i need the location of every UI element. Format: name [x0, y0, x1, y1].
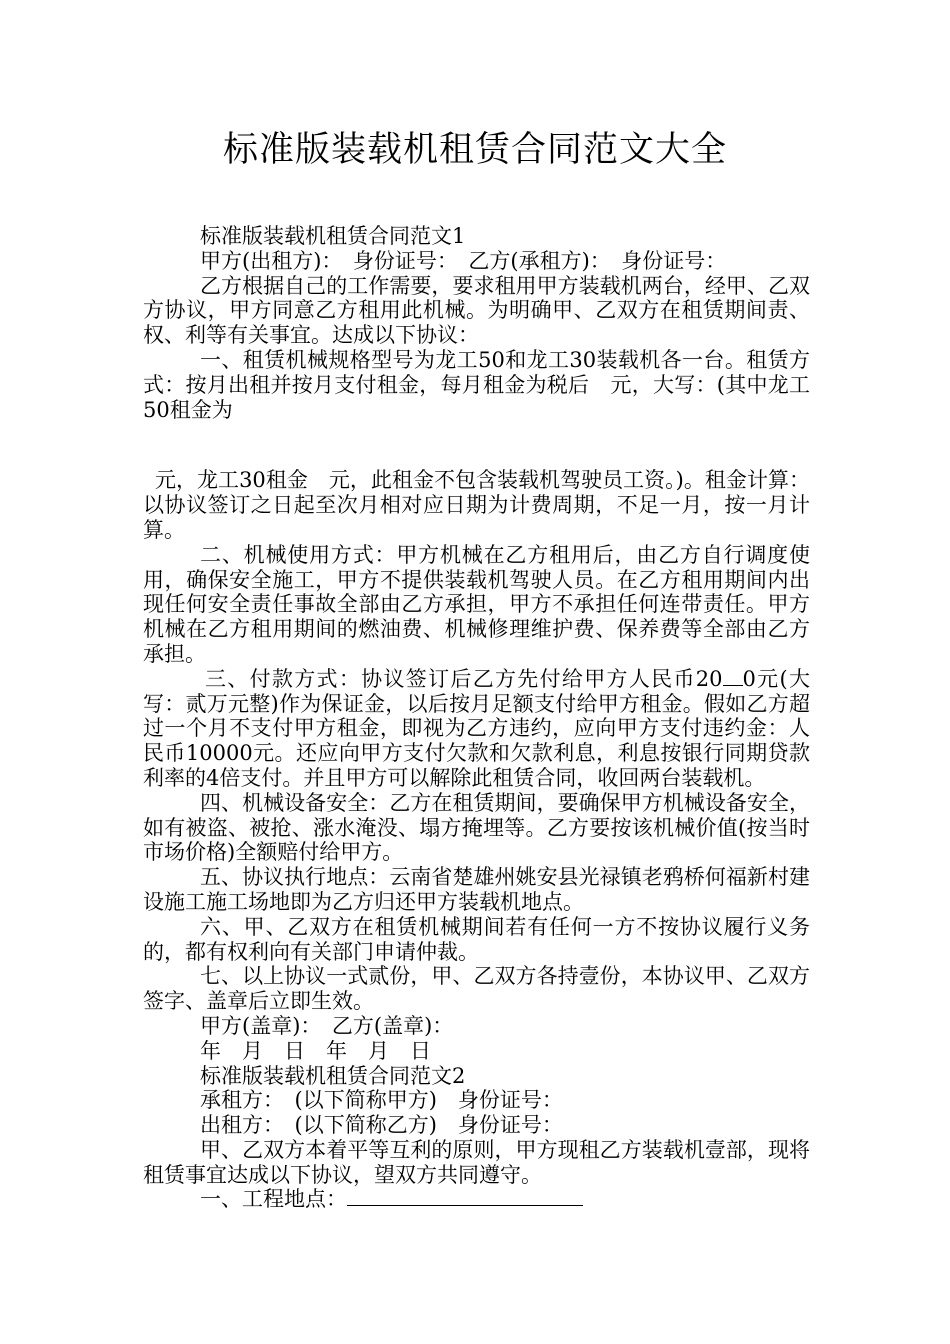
section-heading-1: 标准版装载机租赁合同范文1 [200, 224, 466, 248]
paragraph-clause-1: 一、租赁机械规格型号为龙工50和龙工30装载机各一台。租赁方式：按月出租并按月支付租金，每月租金为税后 元，大写：(其中龙工50租金为 [143, 347, 810, 422]
document-title: 标准版装载机租赁合同范文大全 [222, 130, 727, 170]
clause-3-text-a: 三、付款方式：协议签订后乙方先付给甲方人民币20 [205, 666, 723, 691]
paragraph-clause-6: 六、甲、乙双方在租赁机械期间若有任何一方不按协议履行义务的，都有权利向有关部门申请仲裁。 [143, 914, 810, 964]
paragraph-clause-7: 七、以上协议一式贰份，甲、乙双方各持壹份，本协议甲、乙双方签字、盖章后立即生效。 [143, 964, 810, 1014]
paragraph-lessee: 承租方： (以下简称甲方) 身份证号： [200, 1088, 563, 1113]
paragraph-site [143, 1187, 810, 1212]
paragraph-clause-3 [143, 667, 810, 791]
section-heading-2: 标准版装载机租赁合同范文2 [200, 1063, 466, 1088]
site-label: 一、工程地点： [200, 1187, 347, 1212]
paragraph-clause-4: 四、机械设备安全：乙方在租赁期间，要确保甲方机械设备安全，如有被盗、被抢、涨水淹没、塌方掩埋等。乙方要按该机械价值(按当时市场价格)全额赔付给甲方。 [143, 790, 810, 865]
clause-3-text-b: 0元(大写：贰万元整)作为保证金，以后按月足额支付给甲方租金。假如乙方超过一个月不支付甲方租金，即视为乙方违约，应向甲方支付违约金：人民币10000元。还应向甲方支付欠款和欠款利息，利息按银行同期贷款利率的4倍支付。并且甲方可以解除此租赁合同，收回两台装载机。 [143, 666, 810, 790]
paragraph-lessor: 出租方： (以下简称乙方) 身份证号： [200, 1113, 563, 1138]
document-body [143, 224, 810, 1212]
paragraph-clause-2: 二、机械使用方式：甲方机械在乙方租用后，由乙方自行调度使用，确保安全施工，甲方不提供装载机驾驶人员。在乙方租用期间内出现任何安全责任事故全部由乙方承担，甲方不承担任何连带责任。甲方机械在乙方租用期间的燃油费、机械修理维护费、保养费等全部由乙方承担。 [143, 542, 810, 666]
paragraph-gap [143, 422, 810, 468]
paragraph-clause-1-cont: 元，龙工30租金 元，此租金不包含装载机驾驶员工资。)。租金计算：以协议签订之日起至次月相对应日期为计费周期，不足一月，按一月计算。 [143, 468, 810, 542]
paragraph-intro: 乙方根据自己的工作需要，要求租用甲方装载机两台，经甲、乙双方协议，甲方同意乙方租用此机械。为明确甲、乙双方在租赁期间责、权、利等有关事宜。达成以下协议： [143, 273, 810, 348]
site-blank [347, 1187, 583, 1206]
date-line: 年 月 日 年 月 日 [200, 1038, 431, 1063]
amount-blank [723, 669, 743, 686]
paragraph-intro-2: 甲、乙双方本着平等互利的原则，甲方现租乙方装载机壹部，现将租赁事宜达成以下协议，望双方共同遵守。 [143, 1137, 810, 1187]
paragraph-clause-5: 五、协议执行地点：云南省楚雄州姚安县光禄镇老鸦桥何福新村建设施工施工场地即为乙方归还甲方装载机地点。 [143, 865, 810, 914]
signature-line: 甲方(盖章)： 乙方(盖章)： [200, 1013, 454, 1038]
paragraph-parties: 甲方(出租方)： 身份证号： 乙方(承租方)： 身份证号： [200, 248, 727, 273]
